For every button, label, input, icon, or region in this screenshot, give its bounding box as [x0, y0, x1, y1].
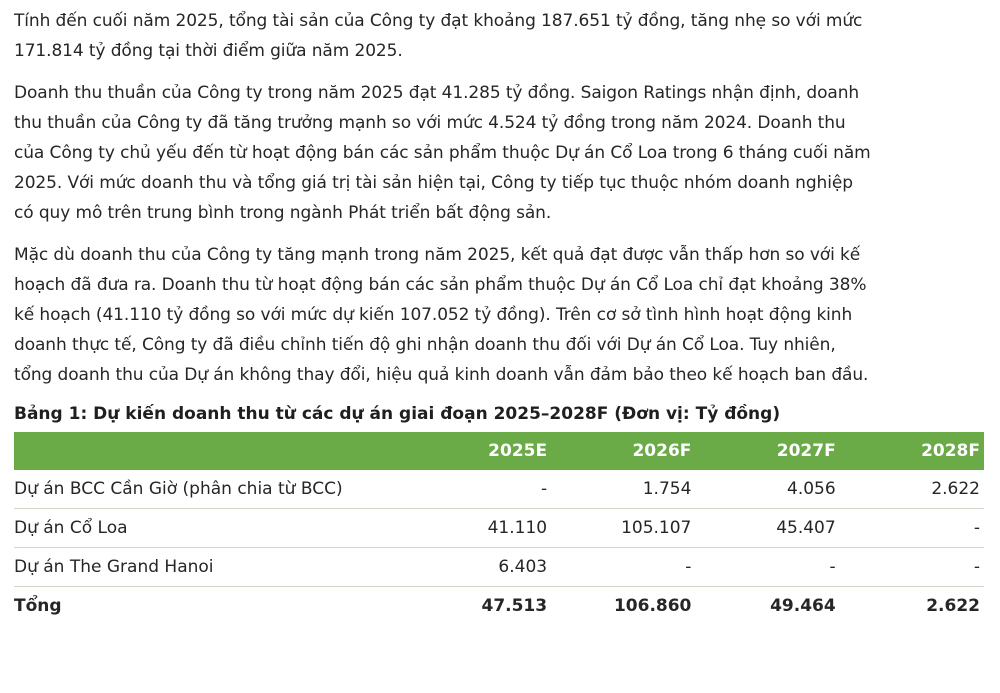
row-label: Dự án Cổ Loa	[14, 509, 407, 548]
total-cell: 47.513	[407, 587, 551, 626]
document-body	[14, 6, 986, 625]
table-cell: 105.107	[551, 509, 695, 548]
table-header-row	[14, 432, 984, 470]
column-header-2027f: 2027F	[776, 441, 836, 461]
text-line: có quy mô trên trung bình trong ngành Phát triển bất động sản.	[14, 203, 552, 223]
table-cell: -	[407, 470, 551, 509]
text-line: Tính đến cuối năm 2025, tổng tài sản của Công ty đạt khoảng 187.651 tỷ đồng, tăng nhẹ so với mức	[14, 11, 863, 31]
table-row	[14, 509, 984, 548]
text-line: Mặc dù doanh thu của Công ty tăng mạnh trong năm 2025, kết quả đạt được vẫn thấp hơn so với kế	[14, 245, 861, 265]
table-total-row	[14, 587, 984, 626]
revenue-projection-table	[14, 432, 984, 625]
row-label: Dự án BCC Cần Giờ (phân chia từ BCC)	[14, 470, 407, 509]
total-cell: 2.622	[840, 587, 984, 626]
paragraph-total-assets	[14, 6, 986, 66]
table-row	[14, 548, 984, 587]
column-header-2028f: 2028F	[921, 441, 980, 461]
text-line: 2025. Với mức doanh thu và tổng giá trị tài sản hiện tại, Công ty tiếp tục thuộc nhóm doanh nghiệp	[14, 173, 853, 193]
table-cell: -	[840, 548, 984, 587]
table-cell: 41.110	[407, 509, 551, 548]
text-line: Doanh thu thuần của Công ty trong năm 2025 đạt 41.285 tỷ đồng. Saigon Ratings nhận định, doanh	[14, 83, 860, 103]
paragraph-plan-comparison	[14, 240, 986, 390]
table-cell: 2.622	[840, 470, 984, 509]
text-line: kế hoạch (41.110 tỷ đồng so với mức dự kiến 107.052 tỷ đồng). Trên cơ sở tình hình hoạt động kinh	[14, 305, 853, 325]
table-cell: 4.056	[695, 470, 839, 509]
table-caption: Bảng 1: Dự kiến doanh thu từ các dự án giai đoạn 2025–2028F (Đơn vị: Tỷ đồng)	[14, 404, 781, 424]
total-label: Tổng	[14, 587, 407, 626]
text-line: tổng doanh thu của Dự án không thay đổi, hiệu quả kinh doanh vẫn đảm bảo theo kế hoạch ban đầu.	[14, 365, 869, 385]
text-line: 171.814 tỷ đồng tại thời điểm giữa năm 2025.	[14, 41, 403, 61]
paragraph-net-revenue	[14, 78, 986, 228]
table-cell: 45.407	[695, 509, 839, 548]
total-cell: 49.464	[695, 587, 839, 626]
table-cell: -	[840, 509, 984, 548]
table-cell: -	[695, 548, 839, 587]
column-header-2026f: 2026F	[632, 441, 692, 461]
table-cell: 6.403	[407, 548, 551, 587]
text-line: hoạch đã đưa ra. Doanh thu từ hoạt động bán các sản phẩm thuộc Dự án Cổ Loa chỉ đạt khoảng 38%	[14, 275, 867, 295]
table-row	[14, 470, 984, 509]
column-header-label	[14, 432, 407, 470]
row-label: Dự án The Grand Hanoi	[14, 548, 407, 587]
total-cell: 106.860	[551, 587, 695, 626]
text-line: của Công ty chủ yếu đến từ hoạt động bán các sản phẩm thuộc Dự án Cổ Loa trong 6 tháng cuối năm	[14, 143, 871, 163]
table-cell: -	[551, 548, 695, 587]
text-line: thu thuần của Công ty đã tăng trưởng mạnh so với mức 4.524 tỷ đồng trong năm 2024. Doanh thu	[14, 113, 846, 133]
column-header-2025e: 2025E	[488, 441, 548, 461]
text-line: doanh thực tế, Công ty đã điều chỉnh tiến độ ghi nhận doanh thu đối với Dự án Cổ Loa. Tuy nhiên,	[14, 335, 836, 355]
table-cell: 1.754	[551, 470, 695, 509]
